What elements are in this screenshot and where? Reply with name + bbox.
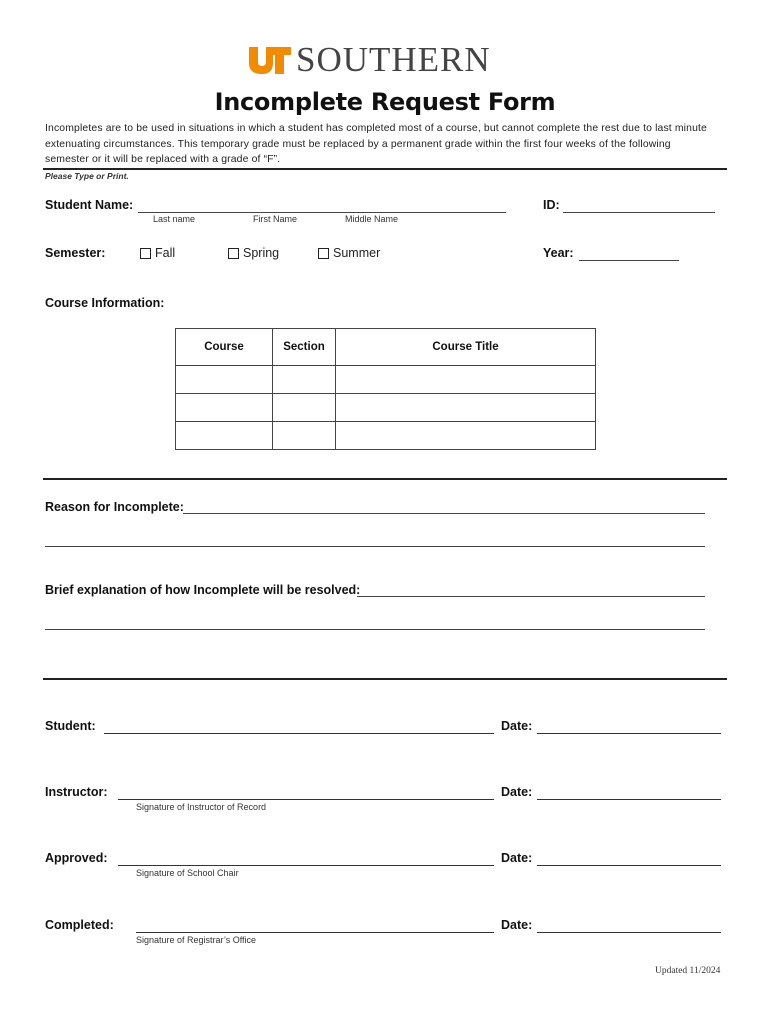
instructor-signature-label: Instructor: <box>45 785 108 799</box>
resolution-field[interactable] <box>357 583 705 597</box>
course-table <box>175 328 596 450</box>
semester-spring-checkbox[interactable] <box>228 246 279 260</box>
updated-date: Updated 11/2024 <box>655 966 721 976</box>
approved-date-field[interactable] <box>537 851 721 866</box>
year-label: Year: <box>543 246 574 260</box>
instructor-date-field[interactable] <box>537 785 721 800</box>
column-header-section: Section <box>273 329 336 366</box>
logo-text: SOUTHERN <box>296 40 491 79</box>
course-title-cell[interactable] <box>336 422 596 450</box>
course-title-cell[interactable] <box>336 394 596 422</box>
student-date-field[interactable] <box>537 719 721 734</box>
table-row <box>176 366 596 394</box>
divider <box>43 678 727 680</box>
student-signature-field[interactable] <box>104 719 494 734</box>
approved-date-label: Date: <box>501 851 533 865</box>
semester-fall-label: Fall <box>155 246 176 260</box>
instructor-signature-caption: Signature of Instructor of Record <box>136 802 267 812</box>
semester-label: Semester: <box>45 246 106 260</box>
ut-logo-icon <box>248 45 292 75</box>
year-field[interactable] <box>579 247 679 261</box>
section-cell[interactable] <box>273 394 336 422</box>
semester-summer-checkbox[interactable] <box>318 246 380 260</box>
section-cell[interactable] <box>273 422 336 450</box>
student-name-label: Student Name: <box>45 198 134 212</box>
completed-signature-label: Completed: <box>45 918 114 932</box>
section-cell[interactable] <box>273 366 336 394</box>
resolution-field-line-2[interactable] <box>45 616 705 630</box>
instructor-signature-field[interactable] <box>118 785 494 800</box>
approved-signature-label: Approved: <box>45 851 108 865</box>
id-field[interactable] <box>563 199 715 213</box>
middle-name-caption: Middle Name <box>345 214 399 224</box>
student-date-label: Date: <box>501 719 533 733</box>
table-row <box>176 394 596 422</box>
divider <box>43 168 727 170</box>
semester-summer-label: Summer <box>333 246 381 260</box>
instructor-date-label: Date: <box>501 785 533 799</box>
page-title: Incomplete Request Form <box>214 88 556 116</box>
checkbox-icon <box>228 248 239 259</box>
approved-signature-field[interactable] <box>118 851 494 866</box>
checkbox-icon <box>318 248 329 259</box>
approved-signature-caption: Signature of School Chair <box>136 868 239 878</box>
course-info-heading: Course Information: <box>45 296 165 310</box>
course-cell[interactable] <box>176 394 273 422</box>
course-title-cell[interactable] <box>336 366 596 394</box>
resolution-label: Brief explanation of how Incomplete will be resolved: <box>45 583 361 597</box>
checkbox-icon <box>140 248 151 259</box>
divider <box>43 478 727 480</box>
university-logo <box>248 40 491 80</box>
completed-date-field[interactable] <box>537 918 721 933</box>
column-header-course-title: Course Title <box>336 329 596 366</box>
instruction-note: Please Type or Print. <box>45 171 129 181</box>
first-name-caption: First Name <box>253 214 298 224</box>
id-label: ID: <box>543 198 560 212</box>
course-cell[interactable] <box>176 366 273 394</box>
last-name-caption: Last name <box>153 214 196 224</box>
semester-fall-checkbox[interactable] <box>140 246 175 260</box>
completed-date-label: Date: <box>501 918 533 932</box>
semester-spring-label: Spring <box>243 246 280 260</box>
course-cell[interactable] <box>176 422 273 450</box>
column-header-course: Course <box>176 329 273 366</box>
table-row <box>176 422 596 450</box>
student-signature-label: Student: <box>45 719 96 733</box>
intro-paragraph: Incompletes are to be used in situations in which a student has completed most of a course, but cannot complete the rest due to last minute extenuating circumstances. This temporary grade must be replaced by a permanent grade within the first four weeks of the following semester or it will be replaced with a grade of “F”. <box>45 123 707 165</box>
student-name-field[interactable] <box>138 199 506 213</box>
reason-field-line-2[interactable] <box>45 533 705 547</box>
completed-signature-caption: Signature of Registrar’s Office <box>136 935 257 945</box>
reason-label: Reason for Incomplete: <box>45 500 184 514</box>
completed-signature-field[interactable] <box>136 918 494 933</box>
reason-field[interactable] <box>183 500 705 514</box>
